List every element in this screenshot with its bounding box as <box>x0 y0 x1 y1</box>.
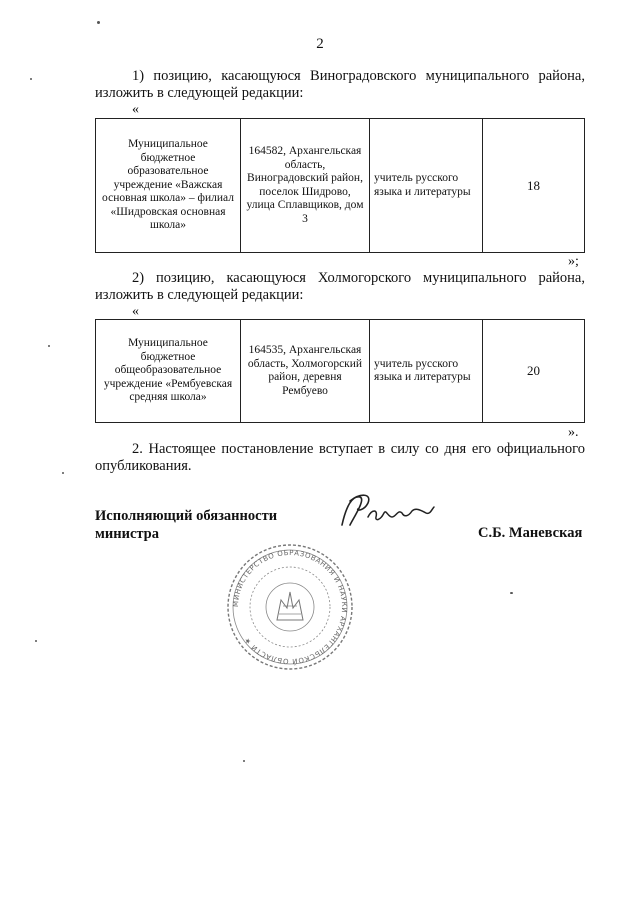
item2-paragraph <box>95 270 585 304</box>
hours-cell: 20 <box>483 320 585 423</box>
clause2-paragraph <box>95 441 585 475</box>
signatory-title-line1: Исполняющий обязанности <box>95 508 278 524</box>
scan-speck <box>35 640 37 642</box>
position-cell: учитель русского языка и литературы <box>370 320 483 423</box>
scan-speck <box>30 78 32 80</box>
handwritten-signature <box>338 487 438 540</box>
scan-speck <box>48 345 50 347</box>
scan-speck <box>97 21 100 24</box>
signatory-title-line2: министра <box>95 526 159 542</box>
signatory-name: С.Б. Маневская <box>478 525 583 541</box>
address-cell: 164582, Архангельская область, Виноградовский район, поселок Шидрово, улица Сплавщиков, дом 3 <box>241 119 370 253</box>
scan-speck <box>62 472 64 474</box>
item2-close-quote: ». <box>568 425 579 440</box>
svg-text:МИНИСТЕРСТВО ОБРАЗОВАНИЯ И НАУ: МИНИСТЕРСТВО ОБРАЗОВАНИЯ И НАУКИ АРХАНГЕЛЬСКОЙ ОБЛАСТИ ★ <box>231 548 349 666</box>
scan-speck <box>243 760 245 762</box>
item1-text: 1) позицию, касающуюся Виноградовского муниципального района, изложить в следующей редакции: <box>95 68 585 101</box>
signatory-title <box>95 507 277 543</box>
position-cell: учитель русского языка и литературы <box>370 119 483 253</box>
address-cell: 164535, Архангельская область, Холмогорский район, деревня Рембуево <box>241 320 370 423</box>
item1-open-quote: « <box>132 102 139 117</box>
official-seal <box>225 542 355 677</box>
page-number: 2 <box>316 36 324 52</box>
institution-cell: Муниципальное бюджетное образовательное учреждение «Важская основная школа» – филиал «Шидровская основная школа» <box>96 119 241 253</box>
clause2-text: 2. Настоящее постановление вступает в силу со дня его официального опубликования. <box>95 441 585 474</box>
item1-table <box>95 118 585 253</box>
table-row <box>96 119 585 253</box>
item1-paragraph <box>95 68 585 102</box>
institution-cell: Муниципальное бюджетное общеобразовательное учреждение «Рембуевская средняя школа» <box>96 320 241 423</box>
item2-table <box>95 319 585 423</box>
table-row <box>96 320 585 423</box>
item1-close-quote: »; <box>568 254 579 269</box>
item2-open-quote: « <box>132 304 139 319</box>
scan-speck <box>510 592 513 594</box>
hours-cell: 18 <box>483 119 585 253</box>
item2-text: 2) позицию, касающуюся Холмогорского муниципального района, изложить в следующей редакции: <box>95 270 585 303</box>
